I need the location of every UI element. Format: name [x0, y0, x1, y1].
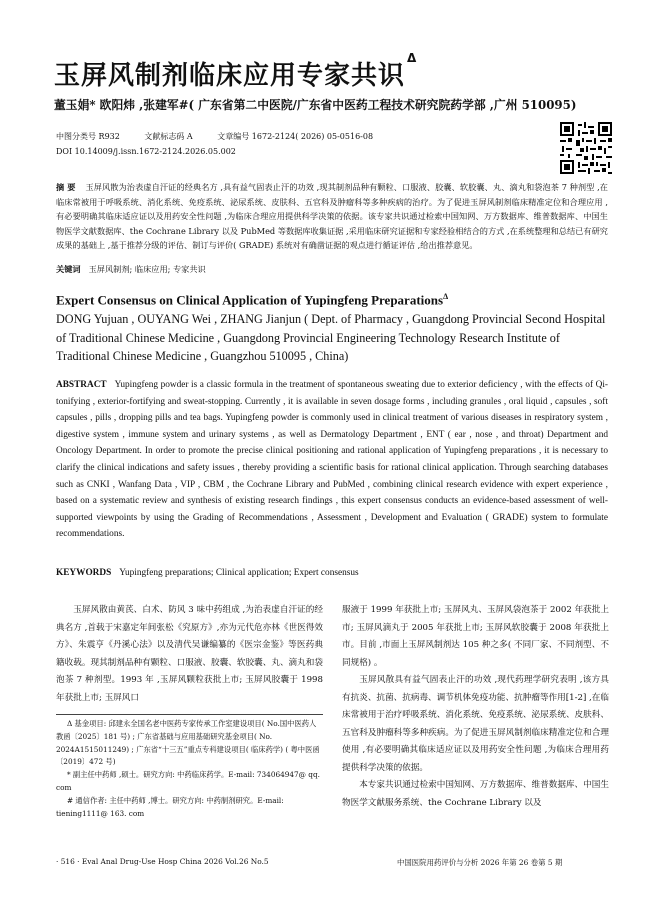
abstract-zh-label: 摘 要 [56, 182, 76, 192]
abstract-zh-text: 玉屏风散为治表虚自汗证的经典名方 ,具有益气固表止汗的功效 ,现其制剂品种有颗粒、口服液、胶囊、软胶囊、丸、滴丸和袋泡茶 7 种剂型 ,在临床常被用于呼吸系统、消化系统、免疫系统、泌尿系统、皮肤科、五官科及肿瘤科等多种疾病的治疗。为了促进玉屏风制剂临床精准定位和合理应用 ,有必要明确其临床适应证以及用药安全性问题 ,为临床合理应用提供科学决策的依据。该专家共识通过检索中国知网、万方数据库、维普数据库、中国生物医学文献数据库、the Cochrane Library 以及 PubMed 等数据库收集证据 ,采用临床研究证据和专家经验相结合的方式 ,在系统整理和总结已有研究成果的基础上 ,基于推荐分级的评估、制订与评价( GRADE) 系统对有确凿证据的观点进行循证评估 ,给出推荐意见。 [56, 182, 608, 251]
abstract-zh [56, 180, 608, 253]
body-paragraph: 本专家共识通过检索中国知网、万方数据库、维普数据库、中国生物医学文献服务系统、the Cochrane Library 以及 [342, 780, 609, 808]
body-column-left [56, 602, 323, 707]
body-paragraph: 服液于 1999 年获批上市; 玉屏风丸、玉屏风袋泡茶于 2002 年获批上市; 玉屏风滴丸于 2005 年获批上市; 玉屏风软胶囊于 2008 年获批上市。目前 ,市面上玉屏风制剂达 105 种之多( 不同厂家、不同剂型、不同规格) 。 [342, 605, 609, 668]
abstract-en [56, 377, 608, 543]
keywords-zh-label: 关键词 [56, 264, 81, 274]
body-column-right [342, 602, 609, 812]
abstract-en-text: Yupingfeng powder is a classic formula in the treatment of spontaneous sweating due to exterior deficiency , with the effects of Qi-tonifying , exterior-fortifying and sweat-stopping. Currently , it is available in seven dosage forms , including granules , oral liquid , capsules , soft capsules , pills , dropping pills and tea bags. Yupingfeng powder is commonly used in clinical treatment of various diseases in respiratory system , digestive system , immune system and urinary systems , as well as Dermatology Department , ENT ( ear , nose , and throat) Department and Oncology Department. In order to promote the precise clinical positioning and rational application of Yupingfeng preparations , it is necessary to clarify the clinical indications and safety issues , thereby providing a scientific basis for rational clinical application. Through searching databases such as CNKI , Wanfang Data , VIP , CBM , the Cochrane Library and PubMed , combining clinical research evidence with expert experience , based on a systematic review and synthesis of existing research findings , this expert consensus conducts an evidence-based assessment of well-supported viewpoints by using the Grading of Recommendations , Assessment , Development and Evaluation ( GRADE) system to formulate recommendations. [56, 380, 608, 540]
qr-code-image [560, 122, 612, 174]
authors-zh: 董玉娟* 欧阳炜 ,张建军#( 广东省第二中医院/广东省中医药工程技术研究院药学部 ,广州 510095) [54, 98, 577, 112]
keywords-en-label: KEYWORDS [56, 568, 112, 578]
doi: DOI 10.14009/j.issn.1672-2124.2026.05.002 [56, 147, 236, 156]
footnotes [56, 718, 323, 820]
page-footer-left: · 516 · Eval Anal Drug-Use Hosp China 2026 Vol.26 No.5 [56, 857, 269, 866]
paper-title [54, 51, 418, 92]
body-paragraph: 玉屏风散具有益气固表止汗的功效 ,现代药理学研究表明 ,该方具有抗炎、抗菌、抗病毒、调节机体免疫功能、抗肿瘤等作用[1-2] ,在临床常被用于治疗呼吸系统、消化系统、免疫系统、泌尿系统、皮肤科、五官科及肿瘤科等多种疾病。为了促进玉屏风制剂临床精准定位和合理使用 ,有必要明确其临床适应证以及用药安全性问题 ,为临床合理用药提供科学决策的依据。 [342, 675, 609, 773]
article-number: 文章编号 1672-2124( 2026) 05-0516-08 [217, 132, 374, 141]
abstract-en-label: ABSTRACT [56, 380, 107, 390]
article-meta [56, 131, 395, 142]
footnote-corresponding-author: # 通信作者: 主任中药师 ,博士。研究方向: 中药制剂研究。E-mail: tiening1111@ 163. com [56, 795, 284, 818]
english-title-text: Expert Consensus on Clinical Application of Yupingfeng Preparations [56, 292, 444, 308]
footnote-funding: Δ 基金项目: 邱建永全国名老中医药专家传承工作室建设项目( No.国中医药人教函〔2025〕181 号) ; 广东省基础与应用基础研究基金项目( No. 2024A1515011249) ; 广东省“十三五”重点专科建设项目( 临床药学) ( 粤中医函〔2019〕472 号) [56, 719, 320, 767]
keywords-en-text: Yupingfeng preparations; Clinical application; Expert consensus [119, 568, 359, 578]
document-code: 文献标志码 A [144, 132, 193, 141]
clc-number: 中图分类号 R932 [56, 132, 120, 141]
english-title-mark: Δ [443, 292, 449, 301]
paper-title-text: 玉屏风制剂临床应用专家共识 [54, 61, 406, 91]
authors-en: DONG Yujuan , OUYANG Wei , ZHANG Jianjun ( Dept. of Pharmacy , Guangdong Provincial Second Hospital of Traditional Chinese Medicine , Guangdong Provincial Engineering Technology Research Institute of Traditional Chinese Medicine , Guangzhou 510095 , China) [56, 312, 606, 363]
keywords-zh-text: 玉屏风制剂; 临床应用; 专家共识 [88, 264, 206, 274]
body-paragraph: 玉屏风散由黄芪、白术、防风 3 味中药组成 ,为治表虚自汗证的经典名方 ,首载于宋嘉定年间张松《究原方》,亦为元代危亦林《世医得效方》、朱震亨《丹溪心法》以及清代吴谦编纂的《医宗金鉴》等医药典籍收载。现其制剂品种有颗粒、口服液、胶囊、软胶囊、丸、滴丸和袋泡茶 7 种剂型。1993 年 ,玉屏风颗粒获批上市; 玉屏风胶囊于 1998 年获批上市; 玉屏风口 [56, 605, 323, 703]
english-title [56, 292, 448, 308]
keywords-zh [56, 264, 206, 275]
footnote-first-author: * 副主任中药师 ,硕士。研究方向: 中药临床药学。E-mail: 734064947@ qq. com [56, 770, 320, 792]
page-footer-right: 中国医院用药评价与分析 2026 年第 26 卷第 5 期 [397, 858, 563, 867]
title-funding-mark: Δ [407, 51, 418, 65]
keywords-en [56, 568, 359, 578]
footnote-divider [56, 714, 323, 715]
